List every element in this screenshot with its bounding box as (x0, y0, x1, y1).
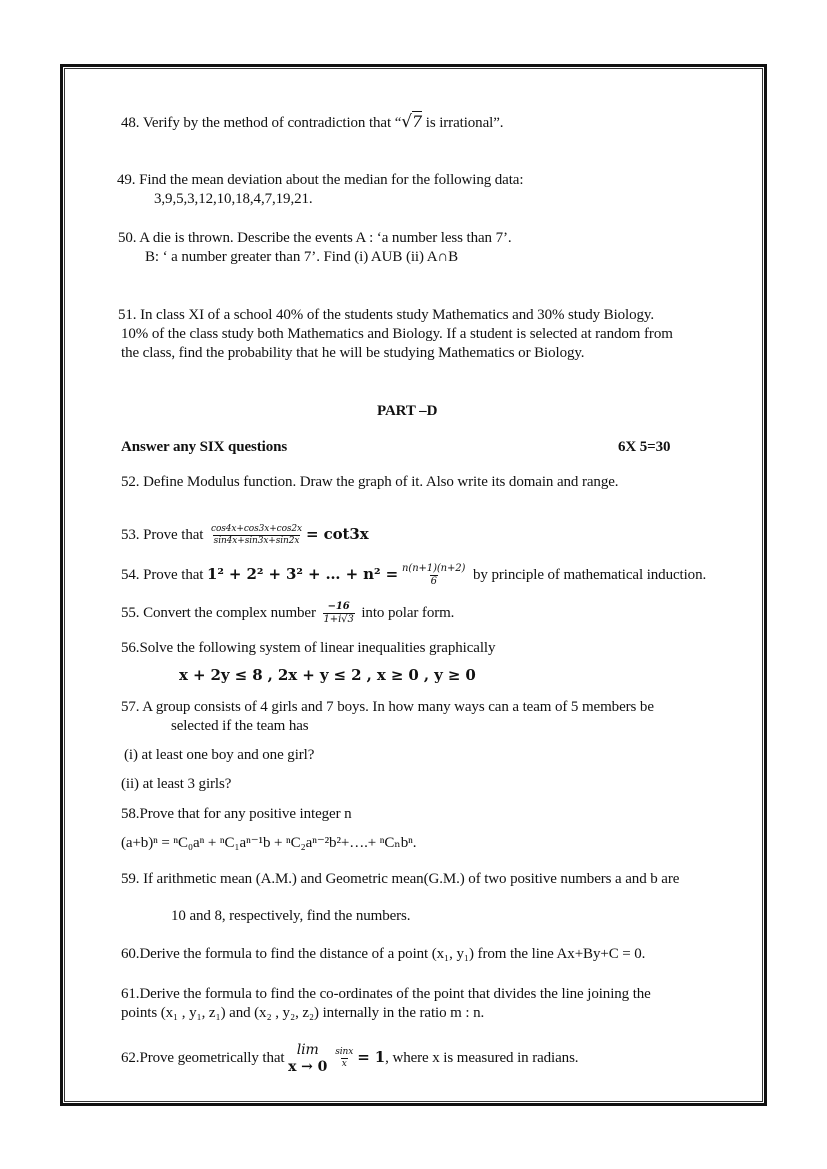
sqrt-symbol: √ (401, 112, 413, 132)
question-56-inequalities: x + 2y ≤ 8 , 2x + y ≤ 2 , x ≥ 0 , y ≥ 0 (179, 666, 476, 684)
question-58-expansion: (a+b)ⁿ = ⁿC₀aⁿ + ⁿC₁aⁿ⁻¹b + ⁿC₂aⁿ⁻²b²+….+ ⁿCₙbⁿ. (121, 835, 417, 851)
question-56-line1: 56.Solve the following system of linear inequalities graphically (121, 640, 496, 656)
q53-denominator: sin4x+sin3x+sin2x (213, 536, 300, 546)
question-49-line1: 49. Find the mean deviation about the median for the following data: (117, 172, 524, 188)
question-52: 52. Define Modulus function. Draw the graph of it. Also write its domain and range. (121, 474, 619, 490)
q54-fraction (401, 563, 466, 588)
question-61-line1: 61.Derive the formula to find the co-ordinates of the point that divides the line joining the (121, 986, 651, 1002)
q55-denominator: 1+i√3 (323, 614, 354, 625)
question-57-part-ii: (ii) at least 3 girls? (121, 776, 232, 792)
q55-text-post: into polar form. (357, 604, 455, 621)
q62-denominator: x (341, 1059, 347, 1070)
question-57-line1: 57. A group consists of 4 girls and 7 boys. In how many ways can a team of 5 members be (121, 699, 654, 715)
instruction-label: Answer any SIX questions (121, 439, 288, 455)
question-59-line1: 59. If arithmetic mean (A.M.) and Geometric mean(G.M.) of two positive numbers a and b are (121, 871, 680, 887)
question-50-line1: 50. A die is thrown. Describe the events A : ‘a number less than 7’. (118, 230, 512, 246)
question-49-data: 3,9,5,3,12,10,18,4,7,19,21. (154, 191, 313, 207)
q62-lim-label: lim (296, 1041, 319, 1058)
q53-text-pre: 53. Prove that (121, 526, 207, 543)
q54-lhs: 1² + 2² + 3² + … + n² = (207, 564, 399, 583)
q62-fraction (334, 1047, 354, 1070)
q62-limit (288, 1042, 327, 1076)
q55-numerator: −16 (327, 601, 350, 612)
question-53 (121, 524, 369, 547)
question-51-line1: 51. In class XI of a school 40% of the students study Mathematics and 30% study Biology. (118, 307, 654, 323)
question-51-line2: 10% of the class study both Mathematics and Biology. If a student is selected at random from (121, 326, 673, 342)
part-title: PART –D (377, 403, 438, 419)
question-55 (121, 601, 454, 626)
q62-numerator: sinx (335, 1047, 354, 1058)
question-54 (121, 563, 706, 588)
q62-text-post: , where x is measured in radians. (385, 1050, 579, 1066)
question-61-line2: points (x₁ , y₁, z₁) and (x₂ , y₂, z₂) internally in the ratio m : n. (121, 1005, 485, 1021)
q54-text-post: by principle of mathematical induction. (469, 566, 707, 583)
question-50-line2: B: ‘ a number greater than 7’. Find (i) AUB (ii) A∩B (145, 249, 459, 265)
q53-fraction (210, 524, 303, 547)
q54-denominator: 6 (430, 576, 437, 587)
q53-rhs: = cot3x (306, 524, 369, 543)
instruction-marks: 6X 5=30 (618, 439, 671, 455)
question-59-line2: 10 and 8, respectively, find the numbers. (171, 908, 411, 924)
question-62 (121, 1038, 578, 1077)
q62-rhs: = 1 (357, 1048, 386, 1066)
q48-radicand: 7 (412, 112, 423, 131)
question-60: 60.Derive the formula to find the distance of a point (x₁, y₁) from the line Ax+By+C = 0. (121, 946, 646, 962)
q53-numerator: cos4x+cos3x+cos2x (211, 524, 303, 534)
q48-text-post: is irrational”. (422, 115, 504, 131)
q54-numerator: n(n+1)(n+2) (402, 563, 466, 574)
question-58-line1: 58.Prove that for any positive integer n (121, 806, 352, 822)
q62-lim-subscript: x → 0 (288, 1058, 328, 1075)
q55-text-pre: 55. Convert the complex number (121, 604, 320, 621)
question-57-part-i: (i) at least one boy and one girl? (124, 747, 315, 763)
question-48 (121, 113, 503, 132)
question-57-line2: selected if the team has (171, 718, 309, 734)
q48-text-pre: 48. Verify by the method of contradiction that “ (121, 115, 402, 131)
question-51-line3: the class, find the probability that he will be studying Mathematics or Biology. (121, 345, 585, 361)
q62-text-pre: 62.Prove geometrically that (121, 1050, 289, 1066)
q55-fraction (323, 601, 355, 626)
q54-text-pre: 54. Prove that (121, 566, 207, 583)
